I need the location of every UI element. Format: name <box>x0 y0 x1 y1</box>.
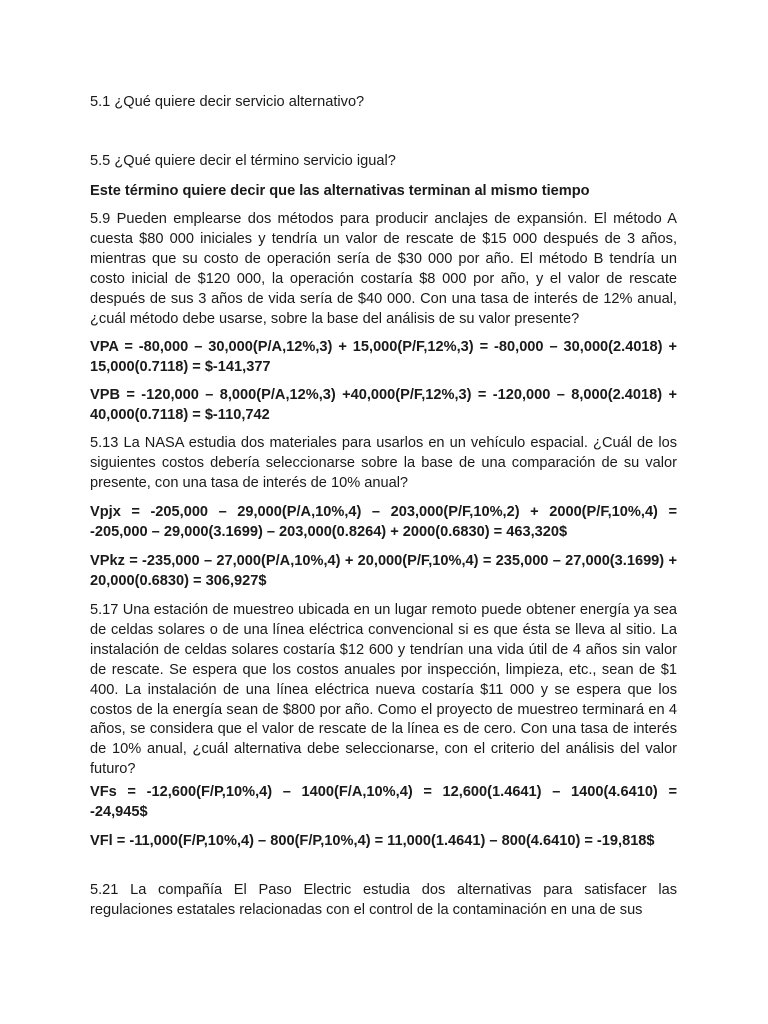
answer-5-5: Este término quiere decir que las alternativas terminan al mismo tiempo <box>90 183 590 199</box>
answer-vfs: VFs = -12,600(F/P,10%,4) – 1400(F/A,10%,4) = 12,600(1.4641) – 1400(4.6410) = -24,945$ <box>90 784 677 820</box>
question-5-5: 5.5 ¿Qué quiere decir el término servicio igual? <box>90 153 396 169</box>
question-5-17: 5.17 Una estación de muestreo ubicada en un lugar remoto puede obtener energía ya sea de celdas solares o de una línea eléctrica convencional si es que ésta se lleva al sitio. La instalación de celdas solares costaría $12 600 y tendrían una vida útil de 4 años sin valor de rescate. Se espera que los costos anuales por inspección, limpieza, etc., sean de $1 400. La instalación de una línea eléctrica nueva costaría $11 000 y se espera que los costos de la energía sean de $800 por año. Como el proyecto de muestreo terminará en 4 años, se considera que el valor de rescate de la línea es de cero. Con una tasa de interés de 10% anual, ¿cuál alternativa debe seleccionarse, con el criterio del análisis del valor futuro? <box>90 602 677 778</box>
question-5-13: 5.13 La NASA estudia dos materiales para usarlos en un vehículo espacial. ¿Cuál de los siguientes costos debería seleccionarse sobre la base de una comparación de su valor presente, con una tasa de interés de 10% anual? <box>90 435 677 491</box>
answer-vfl: VFl = -11,000(F/P,10%,4) – 800(F/P,10%,4) = 11,000(1.4641) – 800(4.6410) = -19,818$ <box>90 833 655 849</box>
answer-vpb: VPB = -120,000 – 8,000(P/A,12%,3) +40,000(P/F,12%,3) = -120,000 – 8,000(2.4018) + 40,000(0.7118) = $-110,742 <box>90 387 677 423</box>
question-5-21: 5.21 La compañía El Paso Electric estudia dos alternativas para satisfacer las regulaciones estatales relacionadas con el control de la contaminación en una de sus <box>90 882 677 918</box>
answer-vpjx: Vpjx = -205,000 – 29,000(P/A,10%,4) – 203,000(P/F,10%,2) + 2000(P/F,10%,4) = -205,000 – 29,000(3.1699) – 203,000(0.8264) + 2000(0.6830) = 463,320$ <box>90 504 677 540</box>
answer-vpa: VPA = -80,000 – 30,000(P/A,12%,3) + 15,000(P/F,12%,3) = -80,000 – 30,000(2.4018) + 15,000(0.7118) = $-141,377 <box>90 339 677 375</box>
question-5-9: 5.9 Pueden emplearse dos métodos para producir anclajes de expansión. El método A cuesta $80 000 iniciales y tendría un valor de rescate de $15 000 después de 3 años, mientras que su costo de operación sería de $30 000 por año. El método B tendría un costo inicial de $120 000, la operación costaría $8 000 por año, y el valor de rescate después de sus 3 años de vida sería de $40 000. Con una tasa de interés de 12% anual, ¿cuál método debe usarse, sobre la base del análisis de su valor presente? <box>90 211 677 327</box>
answer-vpkz: VPkz = -235,000 – 27,000(P/A,10%,4) + 20,000(P/F,10%,4) = 235,000 – 27,000(3.1699) + 20,000(0.6830) = 306,927$ <box>90 553 677 589</box>
question-5-1: 5.1 ¿Qué quiere decir servicio alternativo? <box>90 94 365 110</box>
